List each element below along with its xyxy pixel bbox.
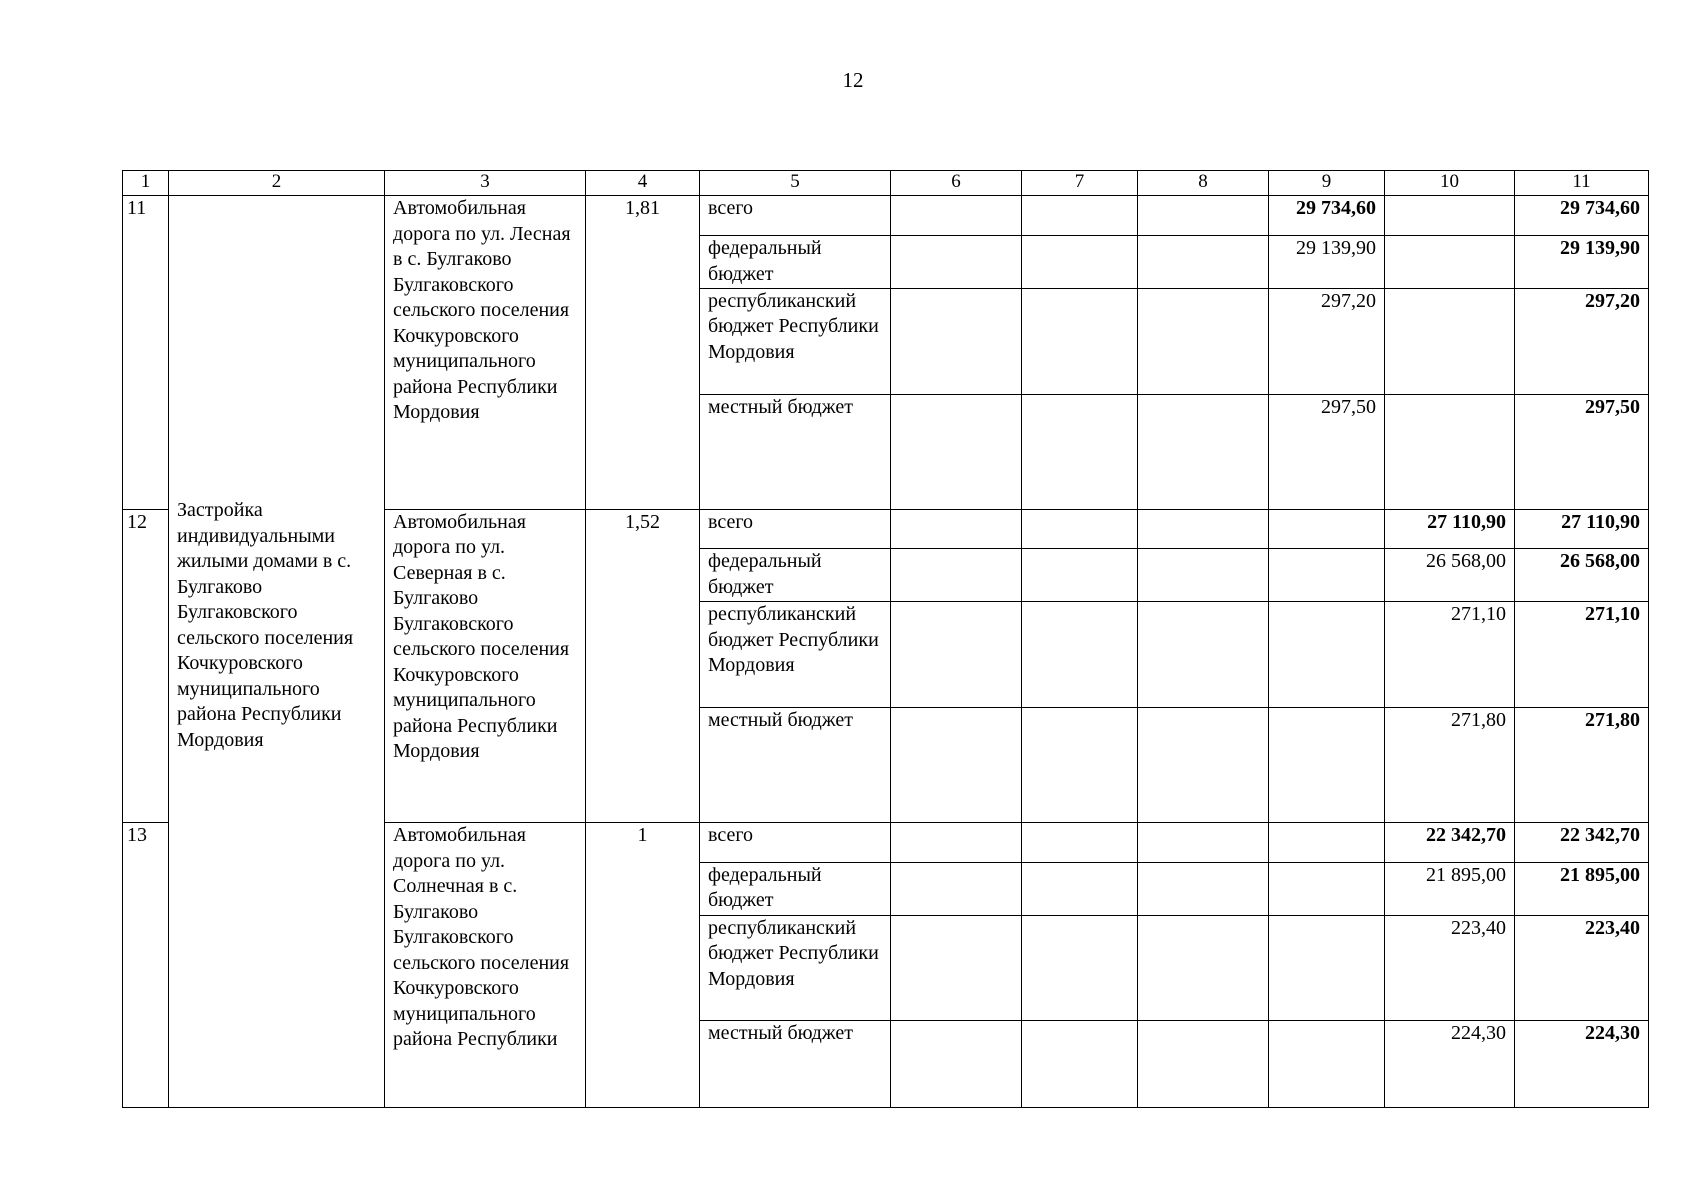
column-header: 2 — [169, 171, 385, 196]
empty-cell — [891, 915, 1022, 1021]
funding-source: местный бюджет — [700, 394, 891, 509]
funding-source: местный бюджет — [700, 1021, 891, 1108]
financing-table — [122, 170, 1649, 1108]
funding-source: республиканский бюджет Республики Мордовия — [700, 602, 891, 708]
empty-cell — [1138, 549, 1269, 602]
value-col10: 223,40 — [1385, 915, 1515, 1021]
value-col10: 21 895,00 — [1385, 862, 1515, 915]
column-header: 10 — [1385, 171, 1515, 196]
object-length: 1 — [586, 823, 700, 1108]
funding-source: федеральный бюджет — [700, 236, 891, 289]
column-header: 7 — [1022, 171, 1138, 196]
empty-cell — [891, 288, 1022, 394]
funding-source: всего — [700, 196, 891, 236]
funding-source: федеральный бюджет — [700, 549, 891, 602]
value-col10 — [1385, 236, 1515, 289]
funding-source: федеральный бюджет — [700, 862, 891, 915]
column-header: 9 — [1269, 171, 1385, 196]
value-col11: 223,40 — [1515, 915, 1649, 1021]
value-col11: 26 568,00 — [1515, 549, 1649, 602]
empty-cell — [1022, 823, 1138, 863]
empty-cell — [1022, 394, 1138, 509]
funding-source: республиканский бюджет Республики Мордовия — [700, 288, 891, 394]
group-label-text: Застройка индивидуальными жилыми домами в с. Булгаково Булгаковского сельского поселения Кочкуровского муниципального района Республики Мордовия — [177, 499, 354, 751]
empty-cell — [1138, 394, 1269, 509]
value-col9: 297,20 — [1269, 288, 1385, 394]
empty-cell — [1138, 823, 1269, 863]
entry-number: 13 — [123, 823, 169, 1108]
value-col10: 271,10 — [1385, 602, 1515, 708]
object-name: Автомобильная дорога по ул. Солнечная в с. Булгаково Булгаковского сельского поселения Кочкуровского муниципального района Республики — [385, 823, 586, 1108]
empty-cell — [891, 1021, 1022, 1108]
value-col10: 27 110,90 — [1385, 509, 1515, 549]
empty-cell — [1022, 509, 1138, 549]
entry-number: 11 — [123, 196, 169, 509]
value-col10: 271,80 — [1385, 708, 1515, 823]
column-number-row — [123, 171, 1649, 196]
value-col10: 224,30 — [1385, 1021, 1515, 1108]
funding-source: республиканский бюджет Республики Мордовия — [700, 915, 891, 1021]
value-col9: 29 139,90 — [1269, 236, 1385, 289]
empty-cell — [1022, 236, 1138, 289]
value-col9: 29 734,60 — [1269, 196, 1385, 236]
object-length: 1,52 — [586, 509, 700, 822]
empty-cell — [1022, 708, 1138, 823]
value-col9 — [1269, 708, 1385, 823]
empty-cell — [891, 823, 1022, 863]
value-col9 — [1269, 862, 1385, 915]
empty-cell — [1138, 196, 1269, 236]
group-label — [169, 196, 385, 1108]
value-col9 — [1269, 823, 1385, 863]
empty-cell — [1138, 915, 1269, 1021]
value-col9 — [1269, 509, 1385, 549]
value-col10 — [1385, 288, 1515, 394]
empty-cell — [1138, 602, 1269, 708]
funding-source: всего — [700, 823, 891, 863]
empty-cell — [1138, 862, 1269, 915]
table-row — [123, 196, 1649, 236]
empty-cell — [1138, 1021, 1269, 1108]
value-col9 — [1269, 915, 1385, 1021]
object-name: Автомобильная дорога по ул. Лесная в с. Булгаково Булгаковского сельского поселения Кочкуровского муниципального района Республики Мордовия — [385, 196, 586, 509]
empty-cell — [1138, 708, 1269, 823]
empty-cell — [891, 602, 1022, 708]
column-header: 11 — [1515, 171, 1649, 196]
value-col11: 21 895,00 — [1515, 862, 1649, 915]
value-col9: 297,50 — [1269, 394, 1385, 509]
value-col10: 26 568,00 — [1385, 549, 1515, 602]
value-col11: 271,80 — [1515, 708, 1649, 823]
value-col10 — [1385, 196, 1515, 236]
value-col10 — [1385, 394, 1515, 509]
value-col9 — [1269, 1021, 1385, 1108]
funding-source: местный бюджет — [700, 708, 891, 823]
empty-cell — [1138, 236, 1269, 289]
value-col10: 22 342,70 — [1385, 823, 1515, 863]
empty-cell — [1022, 602, 1138, 708]
value-col11: 29 734,60 — [1515, 196, 1649, 236]
empty-cell — [1022, 1021, 1138, 1108]
value-col11: 271,10 — [1515, 602, 1649, 708]
column-header: 4 — [586, 171, 700, 196]
value-col9 — [1269, 549, 1385, 602]
empty-cell — [1022, 196, 1138, 236]
empty-cell — [891, 509, 1022, 549]
entry-number: 12 — [123, 509, 169, 822]
object-length: 1,81 — [586, 196, 700, 509]
empty-cell — [1022, 915, 1138, 1021]
funding-source: всего — [700, 509, 891, 549]
column-header: 6 — [891, 171, 1022, 196]
empty-cell — [1022, 288, 1138, 394]
empty-cell — [1138, 288, 1269, 394]
value-col11: 22 342,70 — [1515, 823, 1649, 863]
empty-cell — [1138, 509, 1269, 549]
value-col11: 27 110,90 — [1515, 509, 1649, 549]
empty-cell — [891, 708, 1022, 823]
column-header: 1 — [123, 171, 169, 196]
empty-cell — [891, 236, 1022, 289]
value-col9 — [1269, 602, 1385, 708]
empty-cell — [891, 394, 1022, 509]
column-header: 8 — [1138, 171, 1269, 196]
value-col11: 224,30 — [1515, 1021, 1649, 1108]
empty-cell — [1022, 549, 1138, 602]
object-name: Автомобильная дорога по ул. Северная в с. Булгаково Булгаковского сельского поселения Кочкуровского муниципального района Республики Мордовия — [385, 509, 586, 822]
column-header: 5 — [700, 171, 891, 196]
empty-cell — [891, 549, 1022, 602]
value-col11: 297,50 — [1515, 394, 1649, 509]
column-header: 3 — [385, 171, 586, 196]
value-col11: 297,20 — [1515, 288, 1649, 394]
value-col11: 29 139,90 — [1515, 236, 1649, 289]
empty-cell — [891, 862, 1022, 915]
page-number: 12 — [842, 68, 864, 92]
empty-cell — [891, 196, 1022, 236]
empty-cell — [1022, 862, 1138, 915]
